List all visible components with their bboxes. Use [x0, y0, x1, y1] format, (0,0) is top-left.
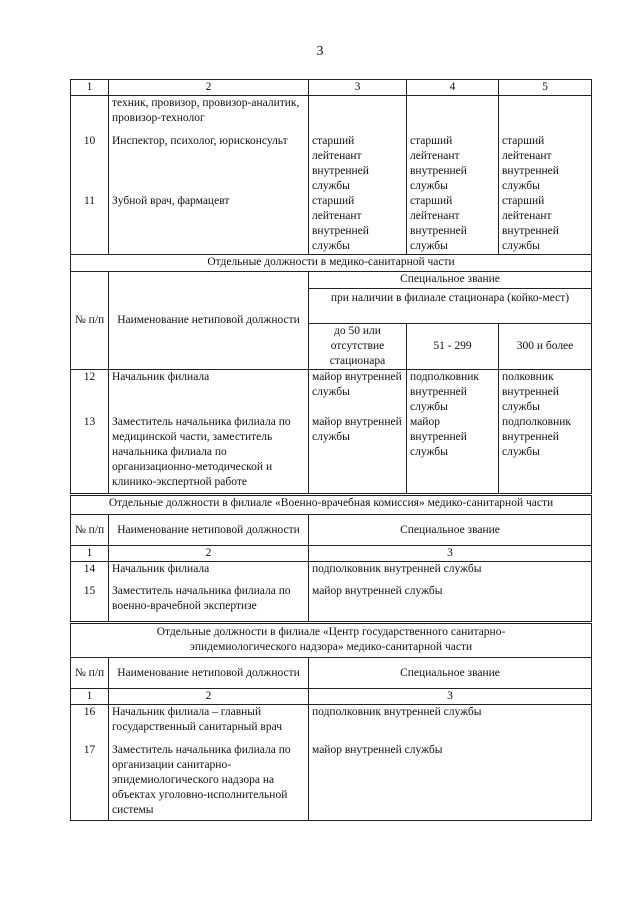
position-name: Начальник филиала – главный государственный санитарный врач — [109, 705, 309, 743]
row-number: 15 — [71, 584, 109, 622]
header-bed-range: 51 - 299 — [407, 323, 499, 369]
rank-cell: подполковник внутренней службы — [309, 705, 592, 743]
header-hospital: при наличии в филиале стационара (койко-мест) — [309, 288, 592, 323]
header-bed-range: 300 и более — [499, 323, 592, 369]
section-title-row — [71, 496, 592, 515]
rank-cell: старший лейтенант внутренней службы — [499, 194, 592, 255]
section-title: Отдельные должности в филиале «Центр государственного санитарно-эпидемиологического надзора» медико-санитарной части — [71, 624, 592, 658]
col-number: 2 — [109, 80, 309, 96]
col-number: 1 — [71, 546, 109, 562]
rank-cell: майор внутренней службы — [309, 369, 407, 415]
table-row — [71, 743, 592, 821]
col-number: 5 — [499, 80, 592, 96]
col-number: 4 — [407, 80, 499, 96]
ranks-table-vvk — [70, 495, 592, 622]
table-row — [71, 369, 592, 415]
section-title: Отдельные должности в филиале «Военно-врачебная комиссия» медико-санитарной части — [71, 496, 592, 515]
rank-cell: старший лейтенант внутренней службы — [309, 194, 407, 255]
ranks-table-sanepid — [70, 623, 592, 821]
position-name: Зубной врач, фармацевт — [109, 194, 309, 255]
table-row — [71, 194, 592, 255]
header-bed-range: до 50 или отсутствие стационара — [309, 323, 407, 369]
column-number-row — [71, 546, 592, 562]
table-row — [71, 562, 592, 584]
row-number: 13 — [71, 415, 109, 493]
ranks-table-main — [70, 79, 592, 494]
section-title-row — [71, 624, 592, 658]
rank-cell: старший лейтенант внутренней службы — [309, 134, 407, 194]
header-name: Наименование нетиповой должности — [109, 515, 309, 546]
col-number: 3 — [309, 80, 407, 96]
row-number — [71, 96, 109, 134]
rank-cell: старший лейтенант внутренней службы — [499, 134, 592, 194]
position-name: техник, провизор, провизор-аналитик, провизор-технолог — [109, 96, 309, 134]
rank-cell: подполковник внутренней службы — [407, 369, 499, 415]
table-row — [71, 134, 592, 194]
section-title: Отдельные должности в медико-санитарной части — [71, 254, 592, 271]
header-rank: Специальное звание — [309, 515, 592, 546]
col-number: 1 — [71, 689, 109, 705]
position-name: Начальник филиала — [109, 562, 309, 584]
position-name: Заместитель начальника филиала по медицинской части, заместитель начальника филиала по организационно-методической и клинико-экспертной работе — [109, 415, 309, 493]
row-number: 17 — [71, 743, 109, 821]
table-row — [71, 415, 592, 493]
row-number: 12 — [71, 369, 109, 415]
col-number: 2 — [109, 546, 309, 562]
header-number: № п/п — [71, 271, 109, 369]
section-title-row — [71, 254, 592, 271]
column-number-row — [71, 80, 592, 96]
col-number: 3 — [309, 689, 592, 705]
header-row — [71, 515, 592, 546]
table-row — [71, 96, 592, 134]
header-rank: Специальное звание — [309, 658, 592, 689]
table-row — [71, 584, 592, 622]
header-number: № п/п — [71, 658, 109, 689]
header-name: Наименование нетиповой должности — [109, 658, 309, 689]
page-number: 3 — [316, 44, 324, 59]
rank-cell: подполковник внутренней службы — [309, 562, 592, 584]
row-number: 14 — [71, 562, 109, 584]
col-number: 2 — [109, 689, 309, 705]
row-number: 10 — [71, 134, 109, 194]
rank-cell: майор внутренней службы — [309, 584, 592, 622]
header-row — [71, 271, 592, 288]
position-name: Инспектор, психолог, юрисконсульт — [109, 134, 309, 194]
rank-cell — [407, 96, 499, 134]
column-number-row — [71, 689, 592, 705]
header-row — [71, 658, 592, 689]
header-name: Наименование нетиповой должности — [109, 271, 309, 369]
position-name: Заместитель начальника филиала по военно-врачебной экспертизе — [109, 584, 309, 622]
row-number: 16 — [71, 705, 109, 743]
table-row — [71, 705, 592, 743]
rank-cell: полковник внутренней службы — [499, 369, 592, 415]
position-name: Начальник филиала — [109, 369, 309, 415]
position-name: Заместитель начальника филиала по организации санитарно-эпидемиологического надзора на объектах уголовно-исполнительной системы — [109, 743, 309, 821]
rank-cell: подполковник внутренней службы — [499, 415, 592, 493]
row-number: 11 — [71, 194, 109, 255]
rank-cell — [309, 96, 407, 134]
col-number: 1 — [71, 80, 109, 96]
header-rank: Специальное звание — [309, 271, 592, 288]
rank-cell — [499, 96, 592, 134]
rank-cell: майор внутренней службы — [309, 415, 407, 493]
col-number: 3 — [309, 546, 592, 562]
rank-cell: старший лейтенант внутренней службы — [407, 194, 499, 255]
rank-cell: старший лейтенант внутренней службы — [407, 134, 499, 194]
rank-cell: майор внутренней службы — [309, 743, 592, 821]
rank-cell: майор внутренней службы — [407, 415, 499, 493]
header-number: № п/п — [71, 515, 109, 546]
